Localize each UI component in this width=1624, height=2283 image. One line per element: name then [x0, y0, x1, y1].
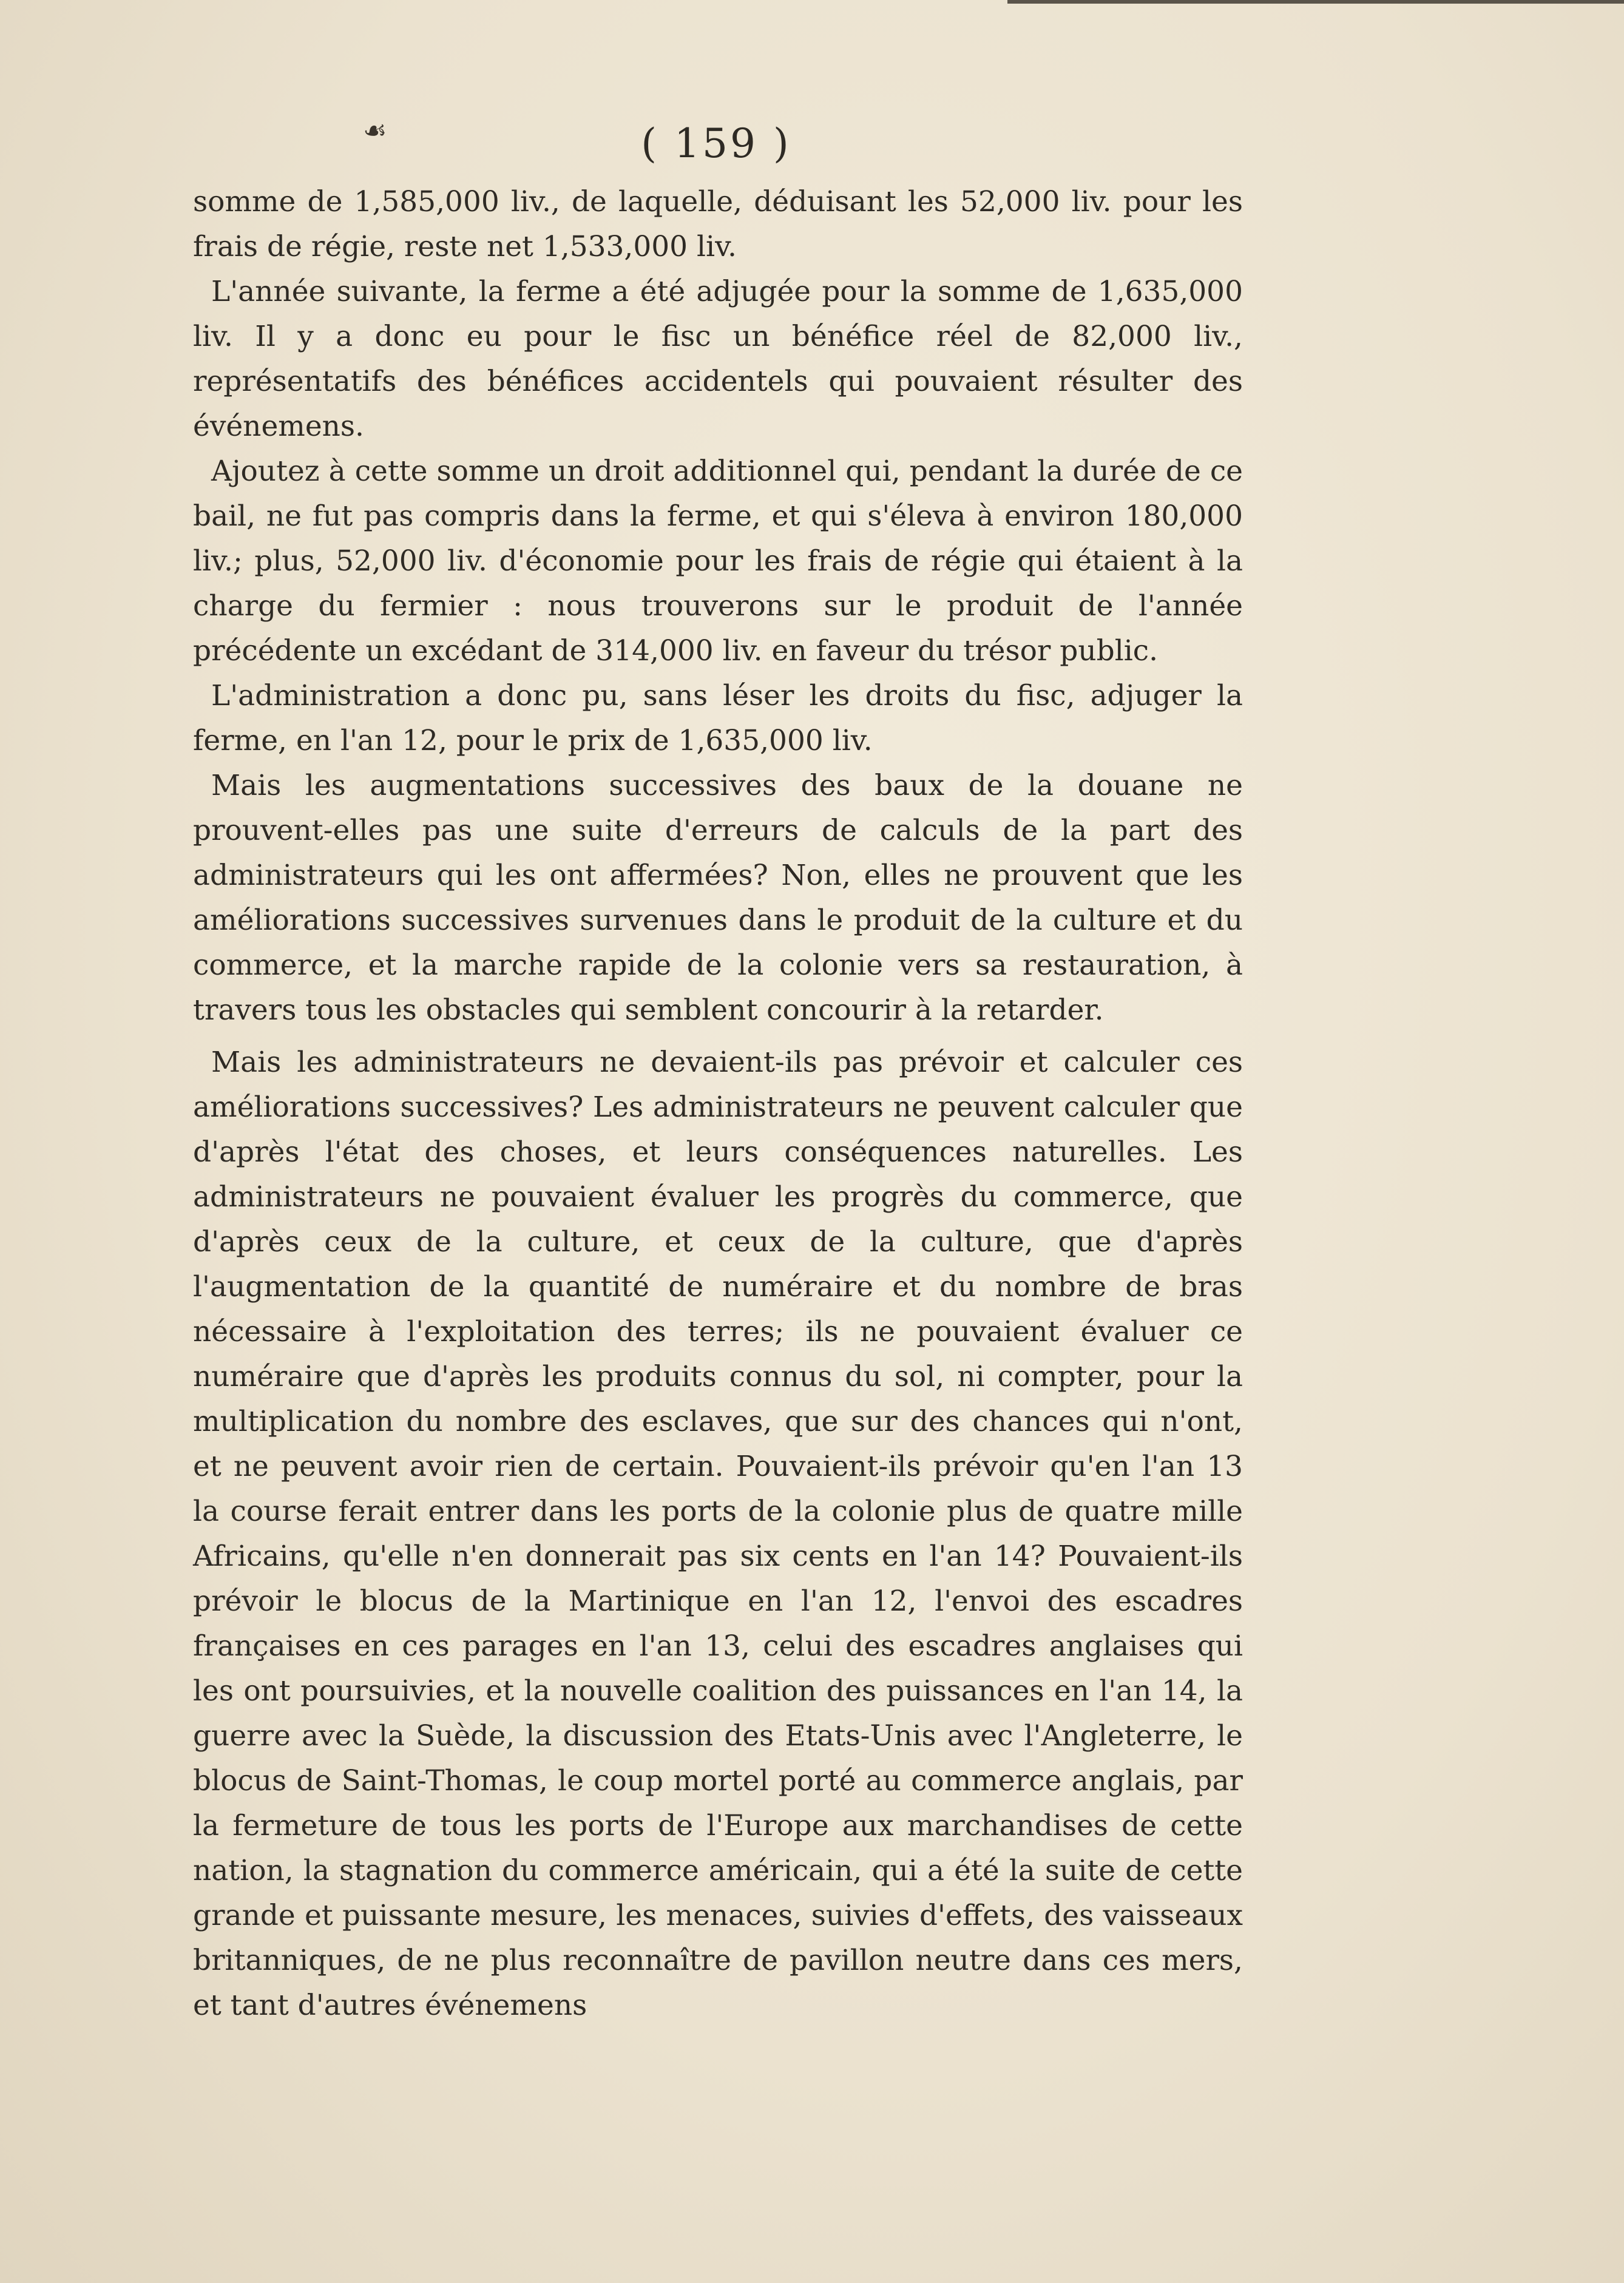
paragraph: L'année suivante, la ferme a été adjugée pour la somme de 1,635,000 liv. Il y a donc eu pour le fisc un bénéfice réel de 82,000 liv., représentatifs des bénéfices accidentels qui pouvaient résulter des événemens. — [193, 275, 1243, 443]
page-edge-rule — [1007, 0, 1624, 4]
page-number: ( 159 ) — [641, 120, 791, 167]
paragraph: somme de 1,585,000 liv., de laquelle, déduisant les 52,000 liv. pour les frais de régie, reste net 1,533,000 liv. — [193, 185, 1243, 263]
paragraph: Ajoutez à cette somme un droit additionnel qui, pendant la durée de ce bail, ne fut pas compris dans la ferme, et qui s'éleva à environ 180,000 liv.; plus, 52,000 liv. d'économie pour les frais de régie qui étaient à la charge du fermier : nous trouverons sur le produit de l'année précédente un excédant de 314,000 liv. en faveur du trésor public. — [193, 455, 1243, 668]
paragraph: Mais les augmentations successives des baux de la douane ne prouvent-elles pas une suite d'erreurs de calculs de la part des administrateurs qui les ont affermées? Non, elles ne prouvent que les améliorations successives survenues dans le produit de la culture et du commerce, et la marche rapide de la colonie vers sa restauration, à travers tous les obstacles qui semblent concourir à la retarder. — [193, 769, 1243, 1027]
printer-ornament: ☙ — [363, 115, 387, 146]
body-text — [193, 180, 1243, 2028]
paragraph: L'administration a donc pu, sans léser les droits du fisc, adjuger la ferme, en l'an 12, pour le prix de 1,635,000 liv. — [193, 679, 1243, 757]
paragraph: Mais les administrateurs ne devaient-ils pas prévoir et calculer ces améliorations successives? Les administrateurs ne peuvent calculer que d'après l'état des choses, et leurs conséquences naturelles. Les administrateurs ne pouvaient évaluer les progrès du commerce, que d'après ceux de la culture, et ceux de la culture, que d'après l'augmentation de la quantité de numéraire et du nombre de bras nécessaire à l'exploitation des terres; ils ne pouvaient évaluer ce numéraire que d'après les produits connus du sol, ni compter, pour la multiplication du nombre des esclaves, que sur des chances qui n'ont, et ne peuvent avoir rien de certain. Pouvaient-ils prévoir qu'en l'an 13 la course ferait entrer dans les ports de la colonie plus de quatre mille Africains, qu'elle n'en donnerait pas six cents en l'an 14? Pouvaient-ils prévoir le blocus de la Martinique en l'an 12, l'envoi des escadres françaises en ces parages en l'an 13, celui des escadres anglaises qui les ont poursuivies, et la nouvelle coalition des puissances en l'an 14, la guerre avec la Suède, la discussion des Etats-Unis avec l'Angleterre, le blocus de Saint-Thomas, le coup mortel porté au commerce anglais, par la fermeture de tous les ports de l'Europe aux marchandises de cette nation, la stagnation du commerce américain, qui a été la suite de cette grande et puissante mesure, les menaces, suivies d'effets, des vaisseaux britanniques, de ne plus reconnaître de pavillon neutre dans ces mers, et tant d'autres événemens — [193, 1046, 1243, 2022]
